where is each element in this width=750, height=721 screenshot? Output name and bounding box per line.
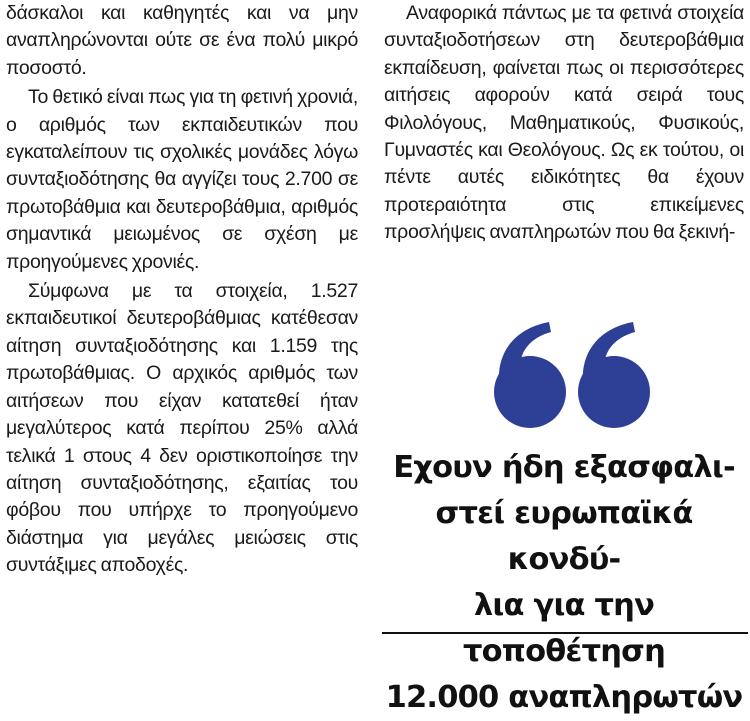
paragraph-4: Αναφορικά πάντως με τα φετινά στοιχεία συνταξιοδοτήσεων στη δευτεροβάθμια εκπαίδευση, φαίνεται πως οι περισσότερες αιτήσεις αφορούν κατά σειρά τους Φιλολόγους, Μαθηματικούς, Φυσικούς, Γυμναστές και Θεολόγους. Ως εκ τούτου, οι πέντε αυτές ειδικότητες θα έχουν προτεραιότητα στις επικείμενες προσλήψεις αναπληρωτών που θα ξεκινή-: [384, 2, 744, 244]
left-column: [6, 0, 358, 580]
right-quote-mark: [578, 322, 650, 428]
pull-quote-line: στεί ευρωπαϊκά κονδύ-: [435, 496, 693, 577]
pull-quote-line: Εχουν ήδη εξασφαλι-: [393, 450, 735, 485]
bottom-rule: [382, 632, 748, 634]
pull-quote-line: λια για την τοποθέτηση: [462, 588, 666, 669]
right-column: [384, 0, 744, 247]
paragraph-3: Σύμφωνα με τα στοιχεία, 1.527 εκπαιδευτικοί δευτεροβάθμιας κατέθεσαν αίτηση συνταξιοδότησης και 1.159 της πρωτοβάθμιας. Ο αρχικός αριθμός των αιτήσεων που είχαν κατατεθεί ήταν μεγαλύτερος κατά περίπου 25% αλλά τελικά 1 στους 4 δεν οριστικοποίησε την αίτηση συνταξιοδότησης, εξαιτίας του φόβου που υπήρχε το προηγούμενο διάστημα για μεγάλες μειώσεις στις συντάξιμες αποδοχές.: [6, 280, 358, 577]
left-quote-mark: [494, 322, 566, 428]
quote-marks-icon: [487, 322, 657, 432]
pull-quote: [384, 445, 744, 721]
pull-quote-line: 12.000 αναπληρωτών: [385, 680, 743, 715]
paragraph-1: δάσκαλοι και καθηγητές και να μην αναπληρώνονται ούτε σε ένα πολύ μικρό ποσοστό.: [6, 2, 358, 79]
paragraph-2: Το θετικό είναι πως για τη φετινή χρονιά, ο αριθμός των εκπαιδευτικών που εγκαταλείπουν τις σχολικές μονάδες λόγω συνταξιοδότησης θα αγγίζει τους 2.700 σε πρωτοβάθμια και δευτεροβάθμια, αριθμός σημαντικά μειωμένος σε σχέση με προηγούμενες χρονιές.: [6, 86, 358, 273]
